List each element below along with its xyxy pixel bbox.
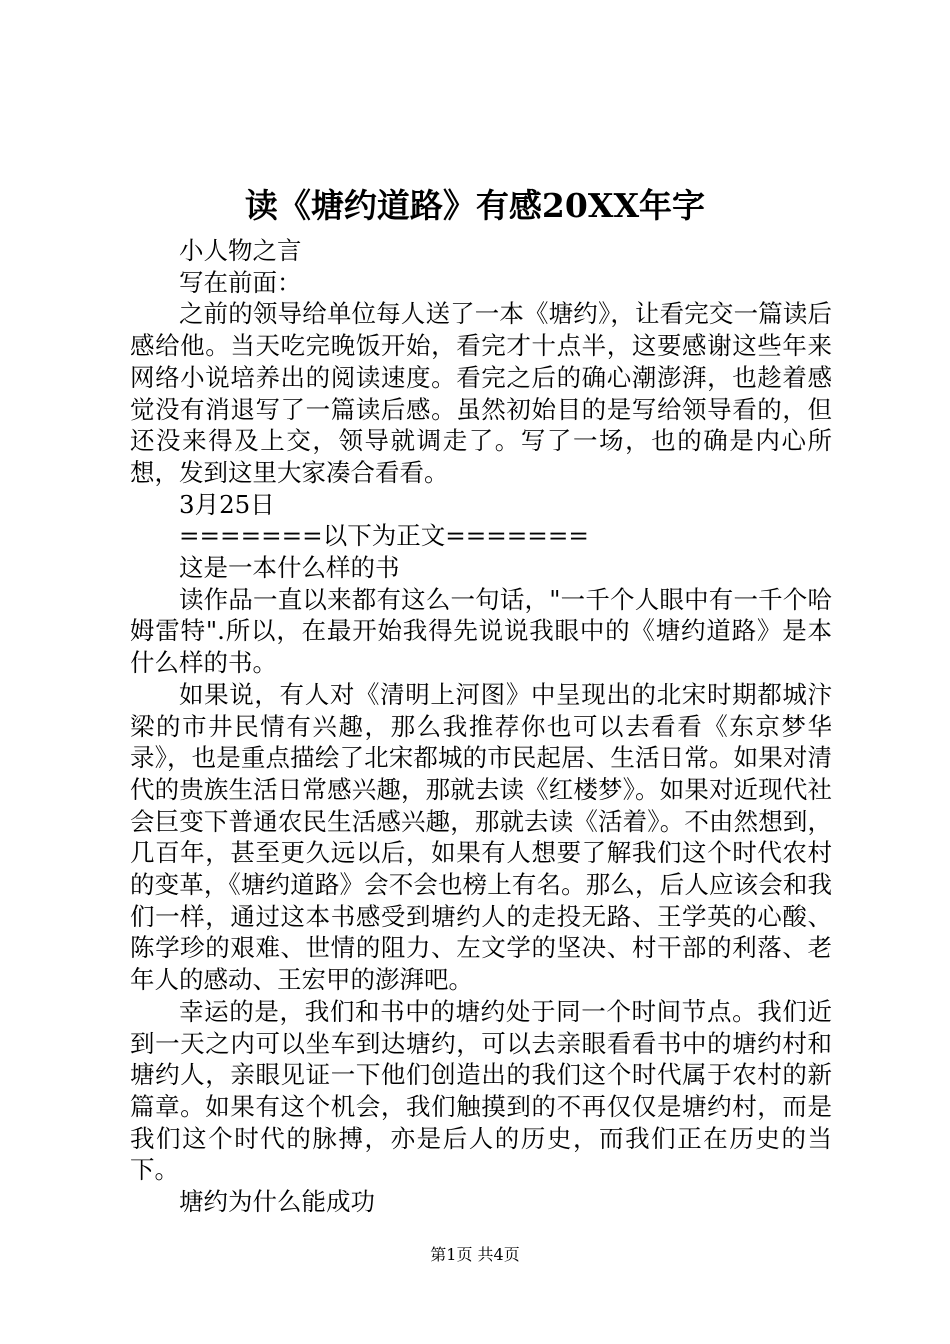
paragraph: 之前的领导给单位每人送了一本《塘约》，让看完交一篇读后感给他。当天吃完晚饭开始，看完才十点半，这要感谢这些年来网络小说培养出的阅读速度。看完之后的确心潮澎湃，也趁着感觉没有消退写了一篇读后感。虽然初始目的是写给领导看的，但还没来得及上交，领导就调走了。写了一场，也的确是内心所想，发到这里大家凑合看看。 <box>130 299 832 487</box>
paragraph: 幸运的是，我们和书中的塘约处于同一个时间节点。我们近到一天之内可以坐车到达塘约，可以去亲眼看看书中的塘约村和塘约人，亲眼见证一下他们创造出的我们这个时代属于农村的新篇章。如果有这个机会，我们触摸到的不再仅仅是塘约村，而是我们这个时代的脉搏，亦是后人的历史，而我们正在历史的当下。 <box>130 996 832 1185</box>
paragraph: =======以下为正文======= <box>179 521 589 551</box>
paragraph: 读作品一直以来都有这么一句话，"一千个人眼中有一千个哈姆雷特".所以，在最开始我得先说说我眼中的《塘约道路》是本什么样的书。 <box>130 584 832 678</box>
paragraph: 3月25日 <box>179 489 275 519</box>
page-footer: 第1页 共4页 <box>430 1245 520 1264</box>
paragraph: 写在前面： <box>179 267 302 297</box>
paragraph: 塘约为什么能成功 <box>179 1187 375 1217</box>
paragraph: 小人物之言 <box>179 236 302 265</box>
document-title: 读《塘约道路》有感20XX年字 <box>244 186 706 225</box>
paragraph: 这是一本什么样的书 <box>179 553 400 583</box>
paragraph: 如果说，有人对《清明上河图》中呈现出的北宋时期都城汴梁的市井民情有兴趣，那么我推荐你也可以去看看《东京梦华录》，也是重点描绘了北宋都城的市民起居、生活日常。如果对清代的贵族生活日常感兴趣，那就去读《红楼梦》。如果对近现代社会巨变下普通农民生活感兴趣，那就去读《活着》。不由然想到，几百年，甚至更久远以后，如果有人想要了解我们这个时代农村的变革，《塘约道路》会不会也榜上有名。那么，后人应该会和我们一样，通过这本书感受到塘约人的走投无路、王学英的心酸、陈学珍的艰难、世情的阻力、左文学的坚决、村干部的利落、老年人的感动、王宏甲的澎湃吧。 <box>130 679 832 995</box>
document-body <box>130 235 832 1218</box>
